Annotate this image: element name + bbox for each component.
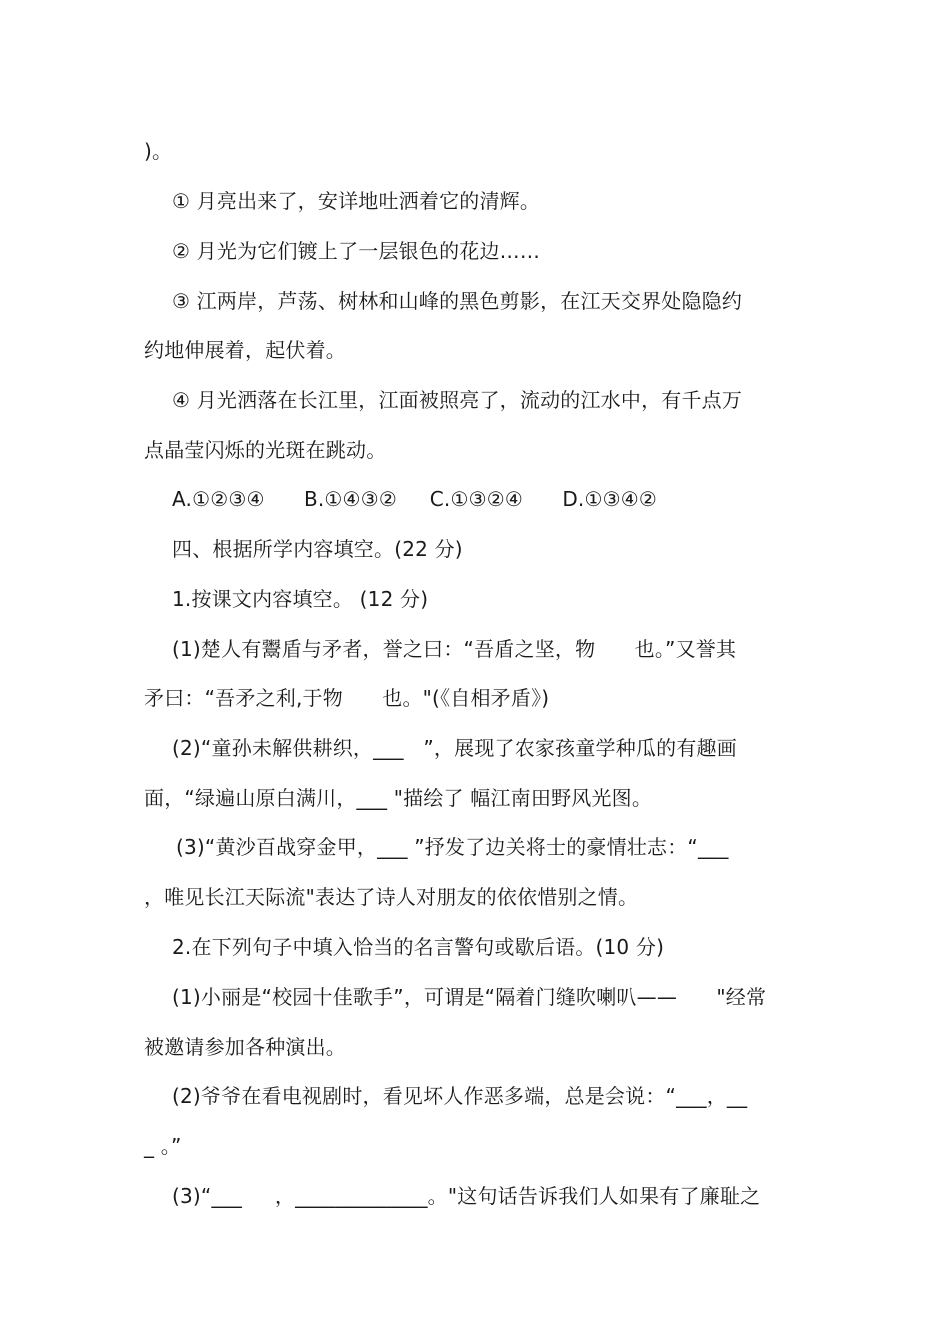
option-sentence-1: ① 月亮出来了，安详地吐洒着它的清辉。 (172, 189, 541, 213)
question-2-3: (3)“___ ，_____________。"这句话告诉我们人如果有了廉耻之 (172, 1184, 761, 1208)
question-2-1: (1)小丽是“校园十佳歌手”，可谓是“隔着门缝吹喇叭—— "经常 (172, 985, 767, 1009)
text-line-1: )。 (144, 139, 173, 163)
question-1-3: (3)“黄沙百战穿金甲，___ ”抒发了边关将士的豪情壮志：“___ (176, 835, 729, 859)
option-sentence-3: ③ 江两岸，芦荡、树林和山峰的黑色剪影，在江天交界处隐隐约 (172, 289, 743, 313)
section-heading-four: 四、根据所学内容填空。(22 分) (172, 537, 463, 561)
question-1-1: (1)楚人有鬻盾与矛者，誉之曰：“吾盾之坚，物 也。”又誉其 (172, 637, 737, 661)
option-sentence-4: ④ 月光洒落在长江里，江面被照亮了，流动的江水中，有千点万 (172, 388, 743, 412)
question-1-2: (2)“童孙未解供耕织，___ ”，展现了农家孩童学种瓜的有趣画 (172, 736, 737, 760)
answer-choices: A.①②③④ B.①④③② C.①③②④ D.①③④② (172, 487, 657, 511)
option-sentence-3-cont: 约地伸展着，起伏着。 (144, 338, 346, 362)
question-2-2-cont: _ 。” (144, 1134, 182, 1158)
question-1-3-cont: ，唯见长江天际流"表达了诗人对朋友的依依惜别之情。 (144, 885, 639, 909)
question-1-1-cont: 矛曰：“吾矛之利,于物 也。"(《自相矛盾》) (144, 686, 550, 710)
question-2-1-cont: 被邀请参加各种演出。 (144, 1035, 346, 1059)
question-1-heading: 1.按课文内容填空。 (12 分) (172, 587, 429, 611)
question-2-2: (2)爷爷在看电视剧时，看见坏人作恶多端，总是会说：“___，__ (172, 1084, 748, 1108)
question-1-2-cont: 面，“绿遍山原白满川，___ "描绘了 幅江南田野风光图。 (144, 786, 653, 810)
option-sentence-4-cont: 点晶莹闪烁的光斑在跳动。 (144, 438, 387, 462)
option-sentence-2: ② 月光为它们镀上了一层银色的花边…… (172, 239, 541, 263)
question-2-heading: 2.在下列句子中填入恰当的名言警句或歇后语。(10 分) (172, 935, 665, 959)
